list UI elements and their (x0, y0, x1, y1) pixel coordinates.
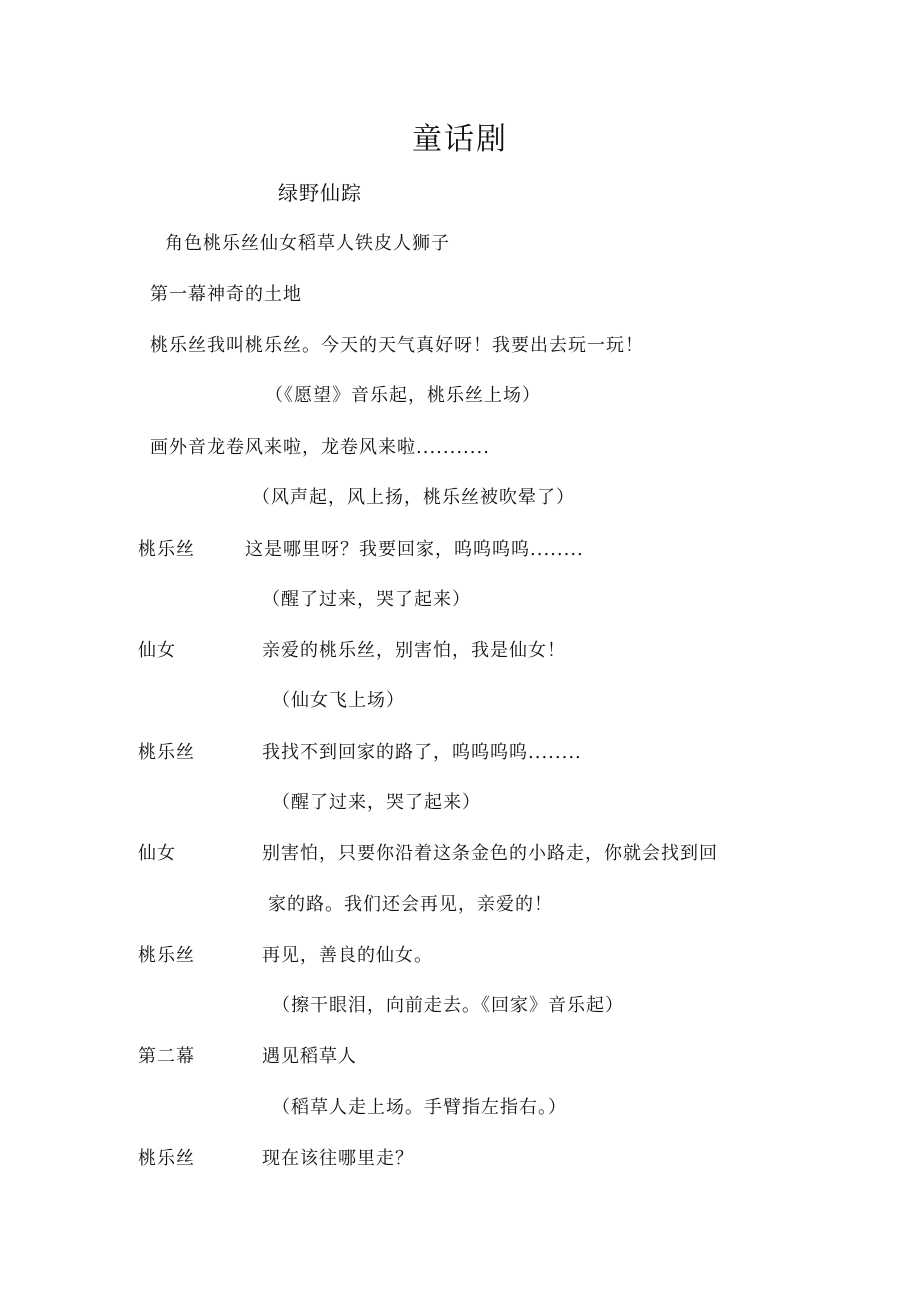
speaker-name: 仙女 (138, 640, 176, 661)
act2-title: 遇见稻草人 (262, 1046, 357, 1067)
play-subtitle: 绿野仙踪 (278, 181, 362, 205)
speaker-name: 桃乐丝 (138, 1148, 195, 1169)
act2-label: 第二幕 (138, 1046, 195, 1067)
speaker-name: 桃乐丝 (138, 539, 195, 560)
speaker-name: 仙女 (138, 843, 176, 864)
dialogue-text: 现在该往哪里走？ (262, 1148, 414, 1169)
dialogue-text: 我找不到回家的路了，呜呜呜呜........ (262, 742, 582, 763)
dialogue-text: 这是哪里呀？我要回家，呜呜呜呜........ (245, 539, 584, 560)
dialogue-text: 亲爱的桃乐丝，别害怕，我是仙女！ (262, 640, 566, 661)
stage-direction-2: （风声起，风上扬，桃乐丝被吹晕了） (252, 487, 575, 508)
dialogue-text: 再见，善良的仙女。 (262, 945, 433, 966)
page-title: 童话剧 (412, 122, 508, 157)
act1-heading: 第一幕神奇的土地 (150, 284, 302, 305)
dialogue-line-1: 桃乐丝我叫桃乐丝。今天的天气真好呀！我要出去玩一玩！ (150, 335, 644, 356)
roles-line: 角色桃乐丝仙女稻草人铁皮人狮子 (165, 233, 450, 254)
stage-direction-5: （醒了过来，哭了起来） (272, 792, 481, 813)
speaker-name: 桃乐丝 (138, 945, 195, 966)
stage-direction-3: （醒了过来，哭了起来） (262, 589, 471, 610)
dialogue-text: 别害怕，只要你沿着这条金色的小路走，你就会找到回 (262, 843, 718, 864)
speaker-name: 桃乐丝 (138, 742, 195, 763)
stage-direction-4: （仙女飞上场） (272, 690, 405, 711)
dialogue-text-continuation: 家的路。我们还会再见，亲爱的！ (268, 894, 553, 915)
stage-direction-6: （擦干眼泪，向前走去。《回家》音乐起） (272, 995, 624, 1016)
stage-direction-1: （《愿望》音乐起，桃乐丝上场） (265, 385, 541, 406)
dialogue-line-2: 画外音龙卷风来啦，龙卷风来啦........... (150, 437, 490, 458)
stage-direction-7: （稻草人走上场。手臂指左指右。） (272, 1097, 567, 1118)
